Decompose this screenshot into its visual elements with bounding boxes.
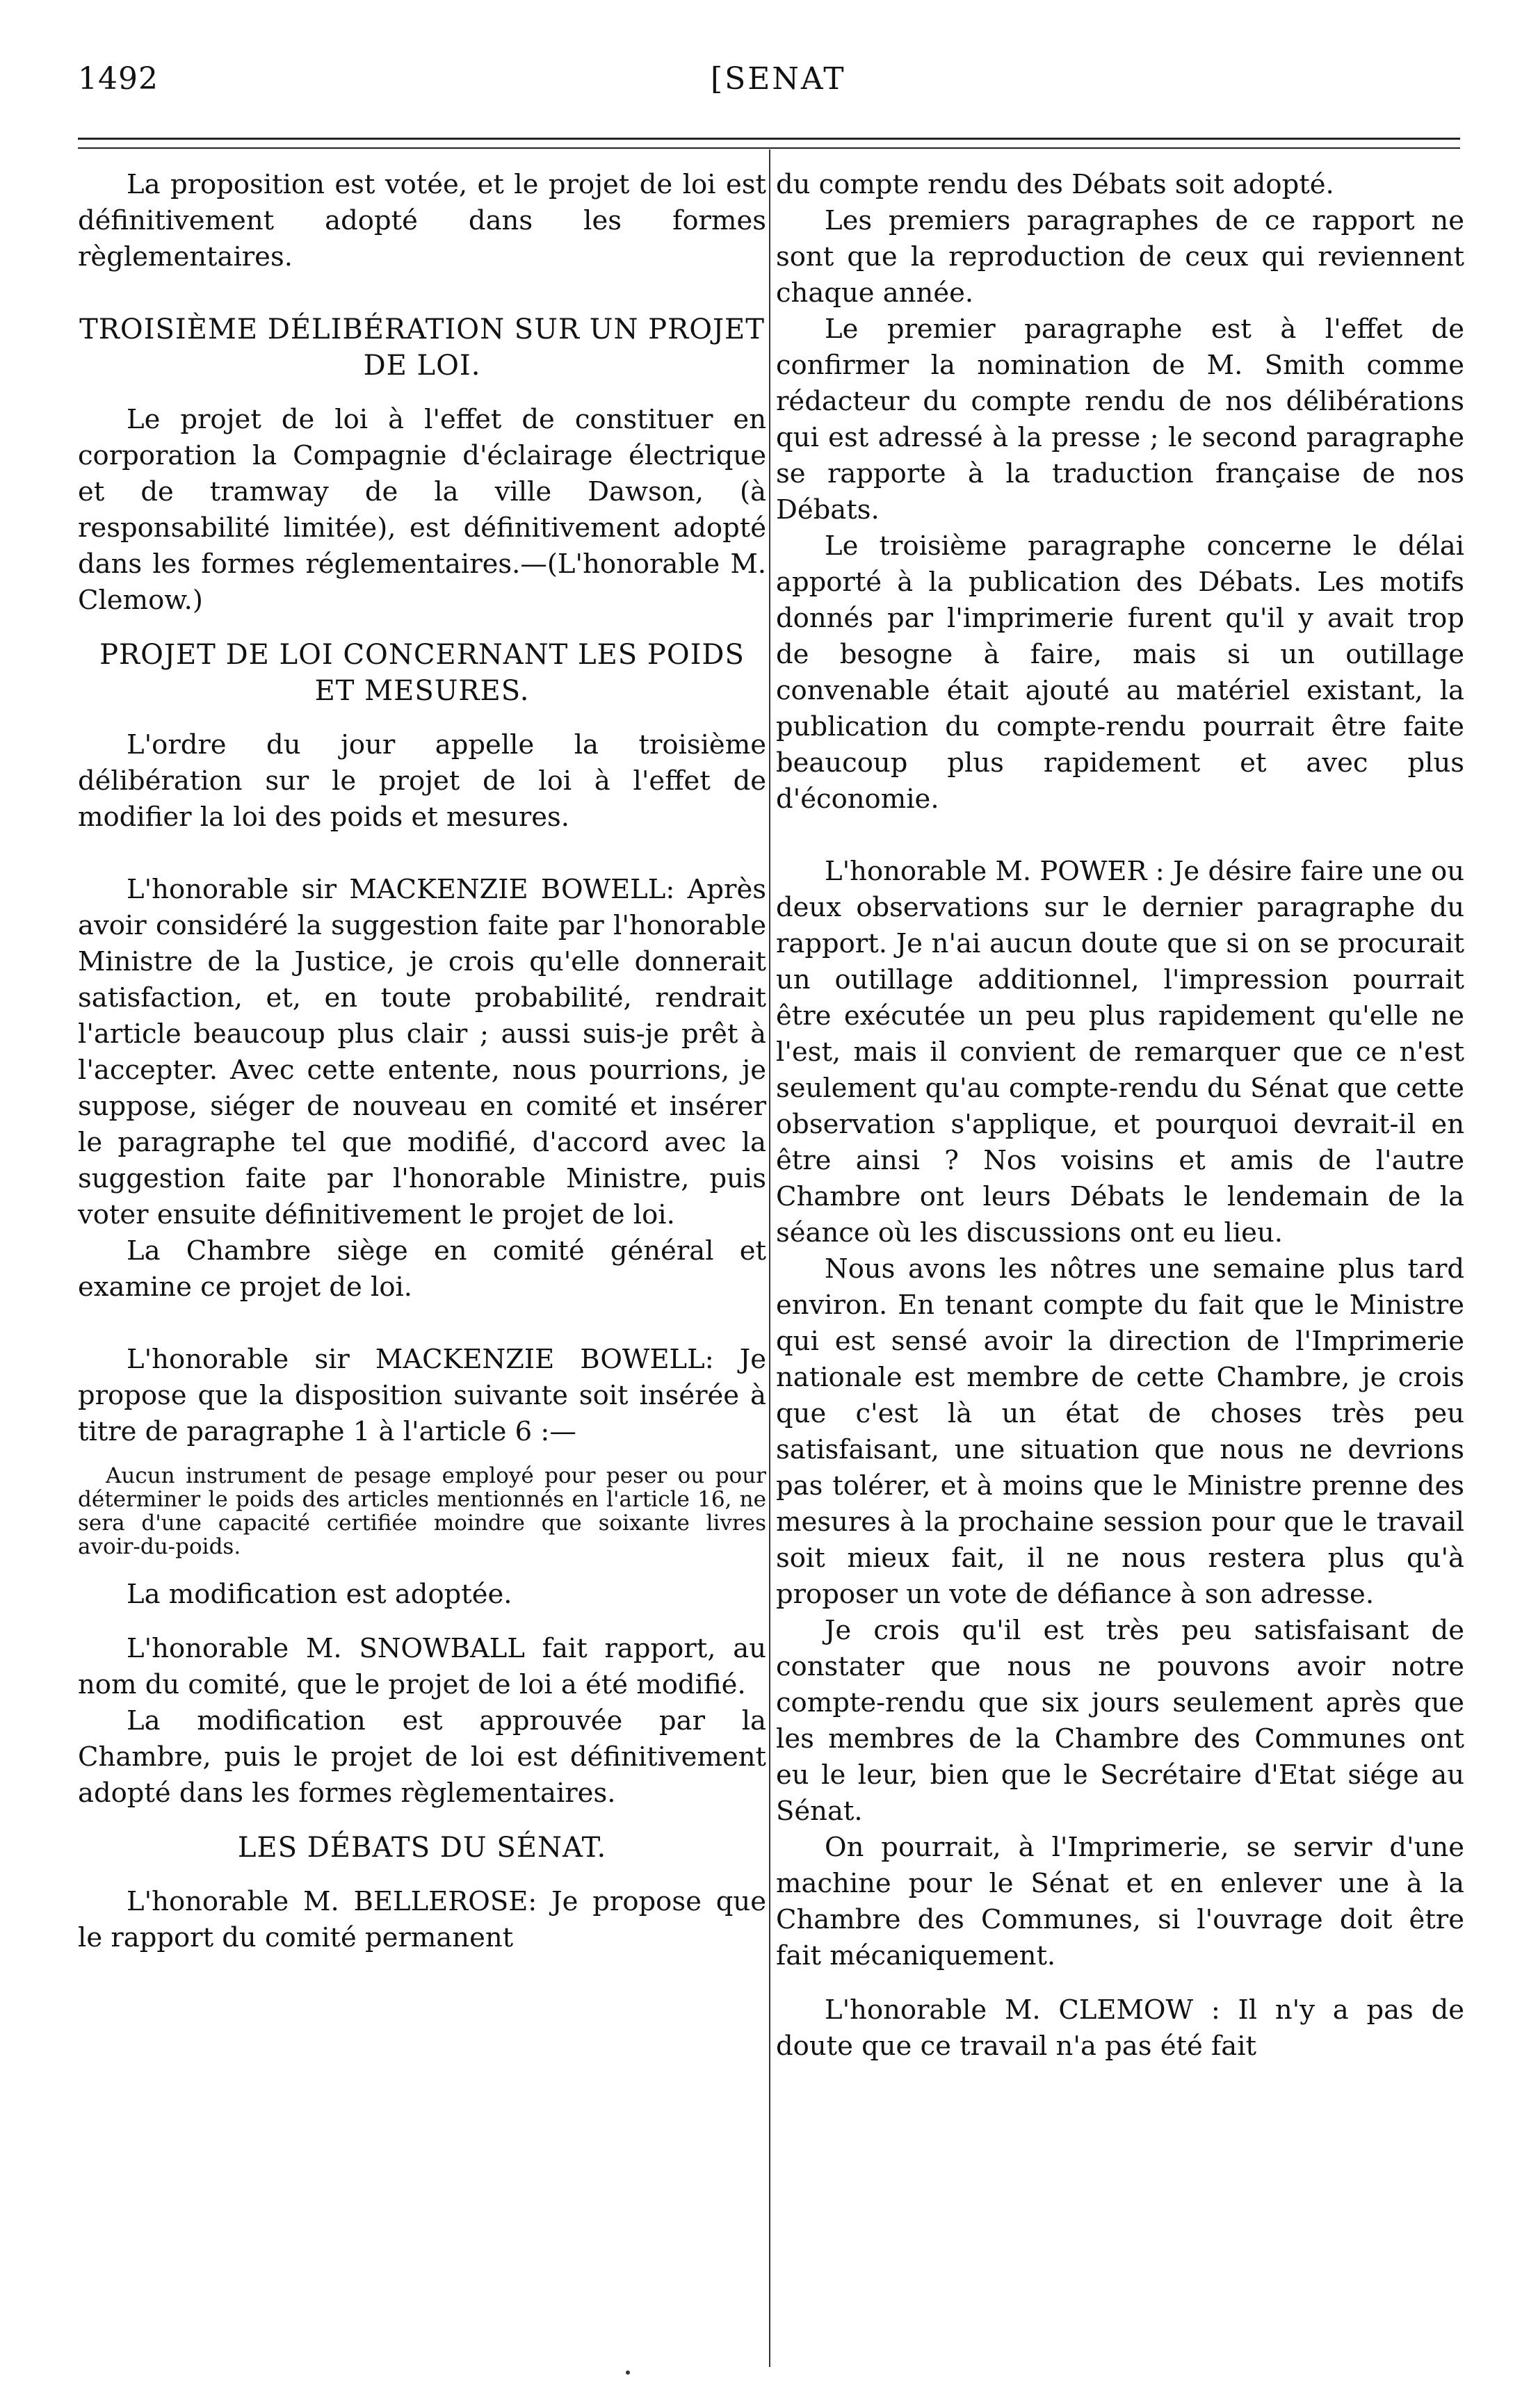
paragraph: Nous avons les nôtres une semaine plus tard environ. En tenant compte du fait que le Ministre qui est sensé avoir la direction de l'Imprimerie nationale est membre de cette Chambre, je crois que c'est là un état de choses très peu satisfaisant, une situation que nous ne devrions pas tolérer, et à moins que le Ministre prenne des mesures à la prochaine session pour que le travail soit mieux fait, il ne nous restera plus qu'à proposer un vote de défiance à son adresse. (776, 1253, 1464, 1610)
left-column (78, 167, 766, 1956)
right-column (776, 167, 1464, 2065)
paragraph: La modification est adoptée. (127, 1579, 512, 1610)
paragraph: L'honorable M. CLEMOW : Il n'y a pas de doute que ce travail n'a pas été fait (776, 1994, 1464, 2062)
paragraph: On pourrait, à l'Imprimerie, se servir d'une machine pour le Sénat et en enlever une à la Chambre des Communes, si l'ouvrage doit être fait mécaniquement. (776, 1832, 1464, 1971)
header-rule-thin (78, 147, 1460, 149)
paragraph: La modification est approuvée par la Chambre, puis le projet de loi est définitivement adopté dans les formes règlementaires. (78, 1705, 766, 1809)
running-head: [SENAT (711, 61, 846, 97)
paragraph: L'honorable M. POWER : Je désire faire une ou deux observations sur le dernier paragraphe du rapport. Je n'ai aucun doute que si on se procurait un outillage additionnel, l'impression pourrait être exécutée un peu plus rapidement qu'elle ne l'est, mais il convient de remarquer que ce n'est seulement qu'au compte-rendu du Sénat que cette observation s'applique, et pourquoi devrait-il en être ainsi ? Nos voisins et amis de l'autre Chambre ont leurs Débats le lendemain de la séance où les discussions ont eu lieu. (776, 856, 1464, 1248)
paragraph: L'ordre du jour appelle la troisième délibération sur le projet de loi à l'effet de modifier la loi des poids et mesures. (78, 729, 766, 833)
paragraph: Le premier paragraphe est à l'effet de confirmer la nomination de M. Smith comme rédacteur du compte rendu de nos délibérations qui est adressé à la presse ; le second paragraphe se rapporte à la traduction française de nos Débats. (776, 314, 1464, 526)
print-mark (626, 2370, 630, 2375)
paragraph: L'honorable sir MACKENZIE BOWELL: Après avoir considéré la suggestion faite par l'honorable Ministre de la Justice, je crois qu'elle donnerait satisfaction, et, en toute probabilité, rendrait l'article beaucoup plus clair ; aussi suis-je prêt à l'accepter. Avec cette entente, nous pourrions, je suppose, siéger de nouveau en comité et insérer le paragraphe tel que modifié, d'accord avec la suggestion faite par l'honorable Ministre, puis voter ensuite définitivement le projet de loi. (78, 874, 766, 1230)
page-number: 1492 (78, 61, 159, 97)
paragraph: du compte rendu des Débats soit adopté. (776, 169, 1334, 200)
section-heading: PROJET DE LOI CONCERNANT LES POIDS ET MESURES. (99, 639, 745, 707)
quoted-provision: Aucun instrument de pesage employé pour peser ou pour déterminer le poids des articles mentionnés en l'article 16, ne sera d'une capacité certifiée moindre que soixante livres avoir-du-poids. (78, 1463, 766, 1559)
section-heading: TROISIÈME DÉLIBÉRATION SUR UN PROJET DE LOI. (79, 314, 765, 382)
page-header (78, 61, 1460, 110)
section-heading: LES DÉBATS DU SÉNAT. (237, 1832, 607, 1864)
paragraph: Le troisième paragraphe concerne le délai apporté à la publication des Débats. Les motifs donnés par l'imprimerie furent qu'il y avait trop de besogne à faire, mais si un outillage convenable était ajouté au matériel existant, la publication du compte-rendu pourrait être faite beaucoup plus rapidement et avec plus d'économie. (776, 530, 1464, 815)
paragraph: L'honorable M. SNOWBALL fait rapport, au nom du comité, que le projet de loi a été modifié. (78, 1633, 766, 1700)
paragraph: Je crois qu'il est très peu satisfaisant de constater que nous ne pouvons avoir notre compte-rendu que six jours seulement après que les membres de la Chambre des Communes ont eu le leur, bien que le Secrétaire d'Etat siége au Sénat. (776, 1615, 1464, 1827)
paragraph: Le projet de loi à l'effet de constituer en corporation la Compagnie d'éclairage électrique et de tramway de la ville Dawson, (à responsabilité limitée), est définitivement adopté dans les formes réglementaires.—(L'honorable M. Clemow.) (78, 404, 766, 616)
paragraph: La Chambre siège en comité général et examine ce projet de loi. (78, 1235, 766, 1303)
header-rule (78, 138, 1460, 140)
column-divider (769, 149, 770, 2367)
paragraph: La proposition est votée, et le projet de loi est définitivement adopté dans les formes règlementaires. (78, 169, 766, 272)
paragraph: L'honorable M. BELLEROSE: Je propose que le rapport du comité permanent (78, 1886, 766, 1953)
paragraph: L'honorable sir MACKENZIE BOWELL: Je propose que la disposition suivante soit insérée à titre de paragraphe 1 à l'article 6 :— (78, 1344, 766, 1447)
paragraph: Les premiers paragraphes de ce rapport ne sont que la reproduction de ceux qui reviennent chaque année. (776, 205, 1464, 309)
